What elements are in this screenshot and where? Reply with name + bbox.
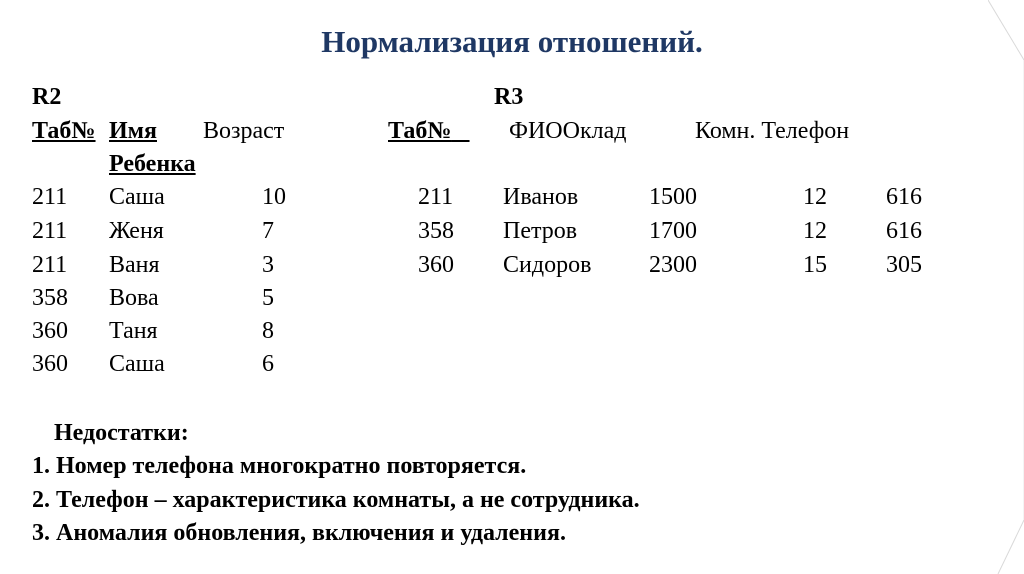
r2-cell-age: 3 (262, 252, 274, 278)
r2-header-child: Ребенка (109, 151, 196, 177)
r2-label: R2 (32, 84, 62, 110)
r2-cell-age: 7 (262, 218, 274, 244)
r3-cell-phone: 616 (886, 184, 922, 210)
r3-header-room-phone: Комн. Телефон (695, 118, 850, 144)
r3-cell-room: 12 (803, 218, 827, 244)
drawbacks-heading: Недостатки: (54, 420, 189, 446)
r2-cell-age: 8 (262, 318, 274, 344)
r2-cell-name: Женя (109, 218, 164, 244)
r3-label: R3 (494, 84, 524, 110)
slide-title: Нормализация отношений. (321, 24, 703, 59)
drawback-item: 3. Аномалия обновления, включения и удаления. (32, 520, 566, 546)
r3-cell-salary: 2300 (649, 252, 697, 278)
slide-corner-decoration (988, 0, 1024, 574)
r3-cell-tab: 211 (418, 184, 454, 210)
r2-header-tab: Таб№ (32, 118, 96, 144)
r2-header-age: Возраст (203, 118, 285, 144)
r3-cell-fio: Иванов (503, 184, 579, 210)
r3-cell-tab: 358 (418, 218, 454, 244)
r3-cell-room: 15 (803, 252, 827, 278)
r2-cell-age: 10 (262, 184, 286, 210)
r2-cell-tab: 211 (32, 184, 68, 210)
r3-cell-fio: Петров (503, 218, 578, 244)
r3-cell-salary: 1500 (649, 184, 697, 210)
r2-cell-age: 6 (262, 351, 274, 377)
r2-cell-tab: 360 (32, 351, 68, 377)
r2-cell-name: Саша (109, 351, 165, 377)
r3-header-tab: Таб№ (388, 118, 452, 144)
r2-cell-tab: 360 (32, 318, 68, 344)
r2-header-name: Имя (109, 118, 157, 144)
r3-cell-tab: 360 (418, 252, 454, 278)
r2-cell-age: 5 (262, 285, 274, 311)
r3-header-fio-salary: ФИООклад (509, 118, 627, 144)
r3-cell-phone: 305 (886, 252, 922, 278)
drawback-item: 1. Номер телефона многократно повторяется. (32, 453, 527, 479)
r3-cell-salary: 1700 (649, 218, 697, 244)
r2-cell-name: Таня (109, 318, 158, 344)
r3-cell-phone: 616 (886, 218, 922, 244)
r2-cell-name: Саша (109, 184, 165, 210)
r2-cell-tab: 211 (32, 218, 68, 244)
r2-cell-name: Вова (109, 285, 159, 311)
r2-cell-tab: 211 (32, 252, 68, 278)
r3-cell-room: 12 (803, 184, 827, 210)
r3-cell-fio: Сидоров (503, 252, 592, 278)
r2-cell-tab: 358 (32, 285, 68, 311)
drawback-item: 2. Телефон – характеристика комнаты, а не сотрудника. (32, 487, 640, 513)
r2-cell-name: Ваня (109, 252, 160, 278)
